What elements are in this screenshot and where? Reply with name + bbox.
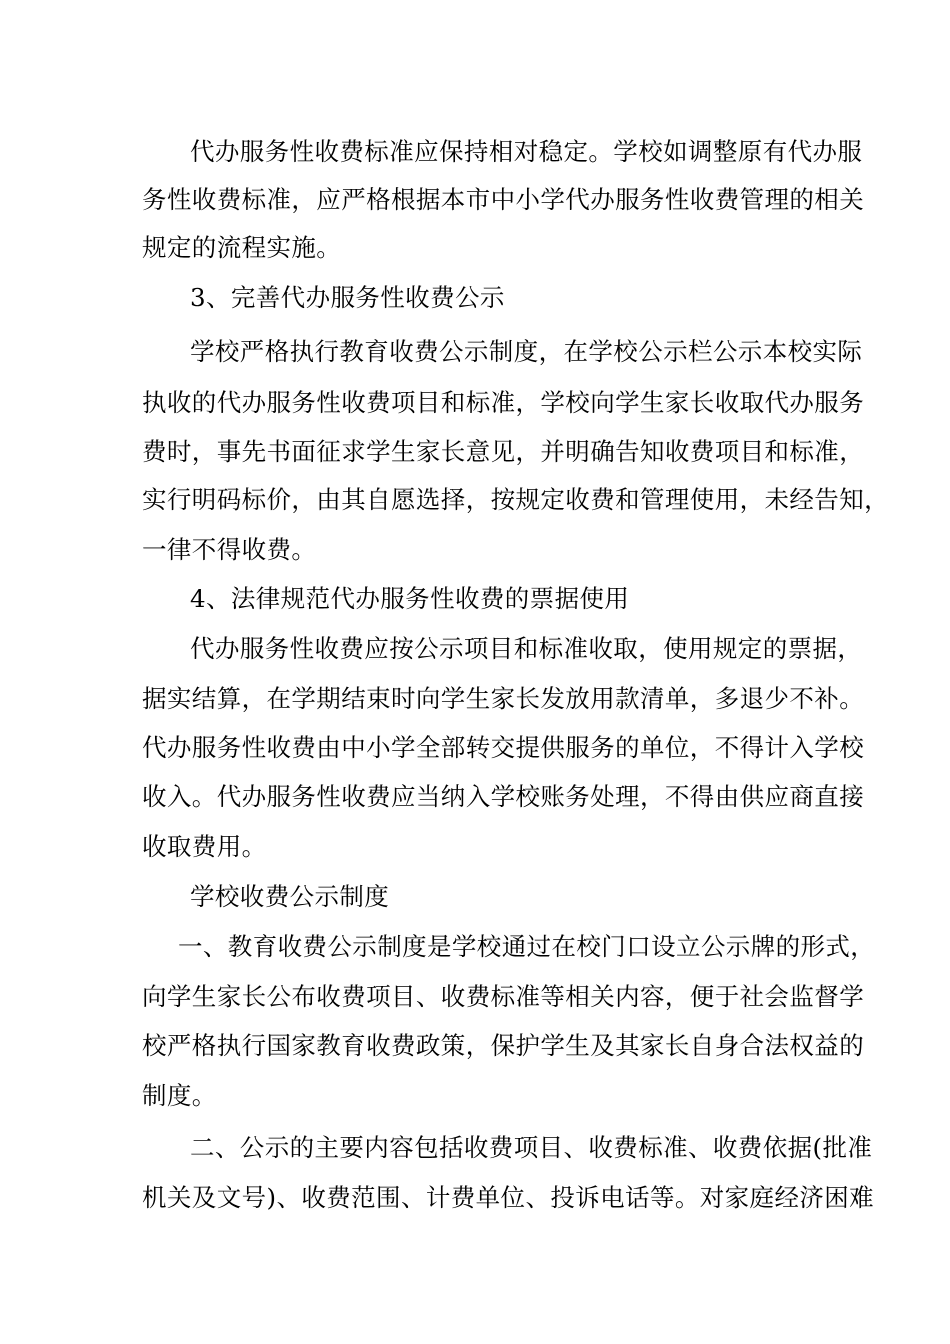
paragraph-line: 规定的流程实施。 [142,233,342,262]
paragraph-line: 据实结算，在学期结束时向学生家长发放用款清单，多退少不补。 [142,684,865,713]
paragraph-line: 向学生家长公布收费项目、收费标准等相关内容，便于社会监督学 [142,982,865,1011]
paragraph-line: 校严格执行国家教育收费政策，保护学生及其家长自身合法权益的 [142,1031,865,1060]
paragraph-line: 代办服务性收费标准应保持相对稳定。学校如调整原有代办服 [190,137,863,166]
paragraph-line: 执收的代办服务性收费项目和标准，学校向学生家长收取代办服务 [142,388,865,417]
section-heading: 3、完善代办服务性收费公示 [190,283,505,312]
paragraph-line: 学校严格执行教育收费公示制度，在学校公示栏公示本校实际 [190,337,863,366]
paragraph-line: 代办服务性收费应按公示项目和标准收取，使用规定的票据， [190,634,863,663]
paragraph-line: 收取费用。 [142,832,267,861]
paragraph-line: 制度。 [142,1081,217,1110]
section-heading: 4、法律规范代办服务性收费的票据使用 [190,584,630,613]
section-title: 学校收费公示制度 [190,882,390,911]
paragraph-line: 机关及文号)、收费范围、计费单位、投诉电话等。对家庭经济困难 [142,1183,875,1212]
paragraph-line: 代办服务性收费由中小学全部转交提供服务的单位，不得计入学校 [142,733,865,762]
paragraph-line: 实行明码标价，由其自愿选择，按规定收费和管理使用，未经告知， [142,485,889,514]
paragraph-line: 务性收费标准，应严格根据本市中小学代办服务性收费管理的相关 [142,185,865,214]
paragraph-line: 一律不得收费。 [142,535,317,564]
paragraph-line: 费时，事先书面征求学生家长意见，并明确告知收费项目和标准， [142,437,865,466]
paragraph-line: 一、教育收费公示制度是学校通过在校门口设立公示牌的形式， [178,932,876,961]
paragraph-line: 二、公示的主要内容包括收费项目、收费标准、收费依据(批准 [190,1133,873,1162]
paragraph-line: 收入。代办服务性收费应当纳入学校账务处理，不得由供应商直接 [142,782,865,811]
